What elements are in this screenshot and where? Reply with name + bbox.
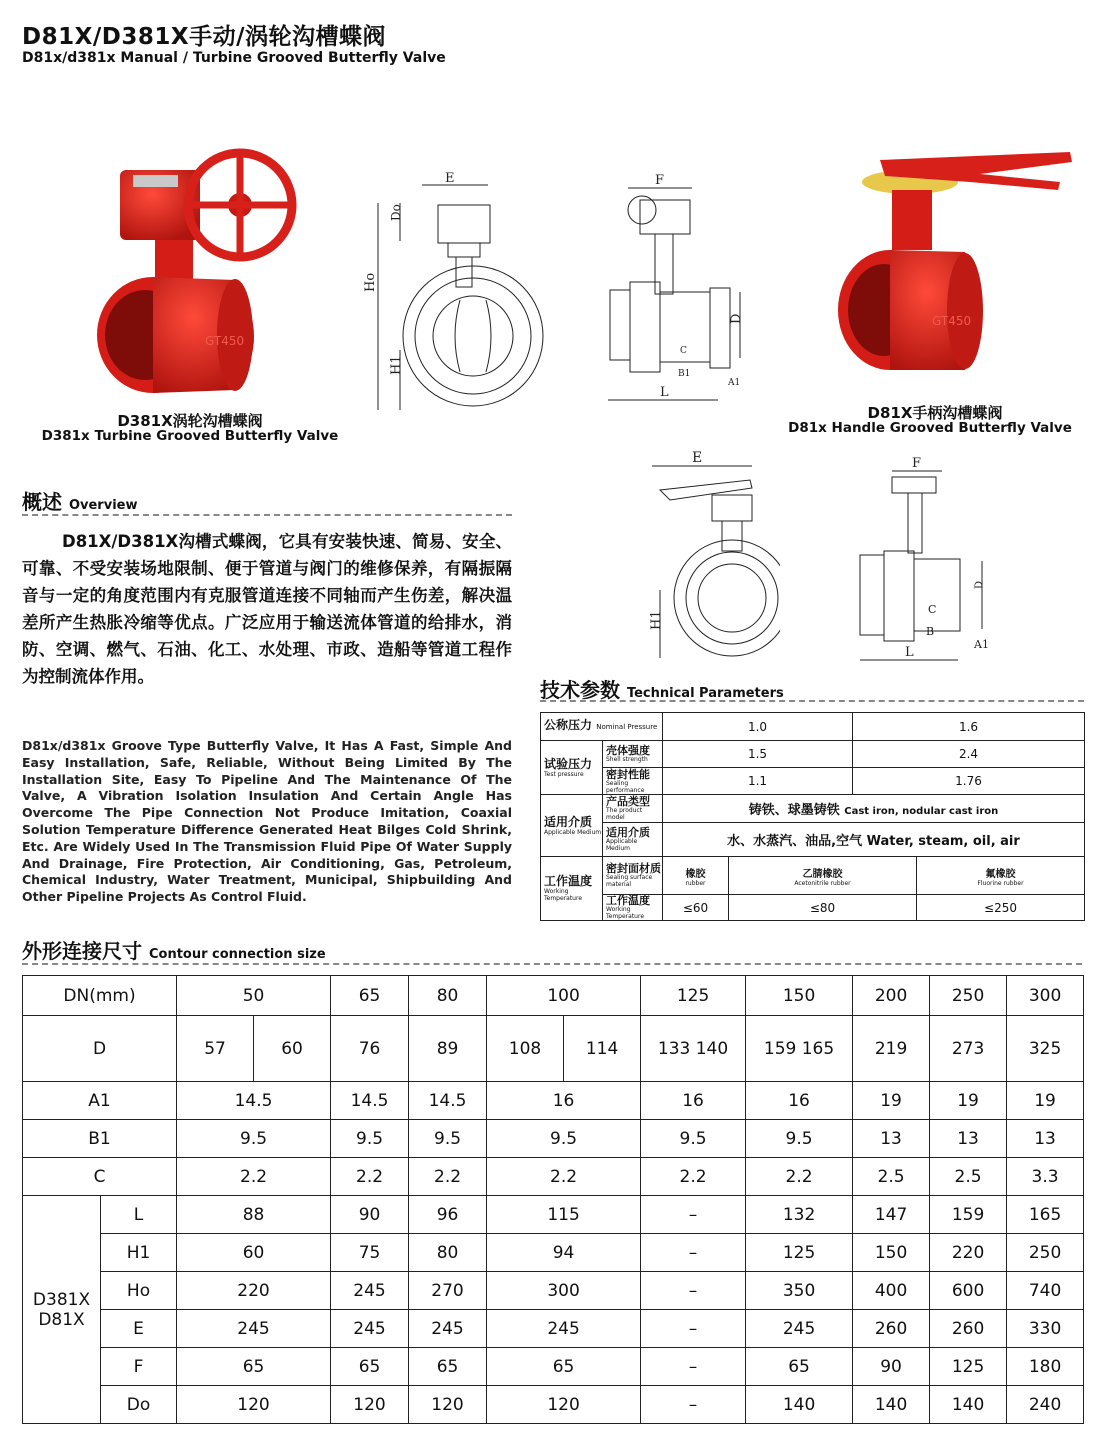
a1-cell: 16 <box>487 1082 641 1120</box>
a1-cell: 16 <box>746 1082 853 1120</box>
c-cell: 2.5 <box>930 1158 1007 1196</box>
turbine-side-drawing <box>600 170 750 415</box>
do-cell: 120 <box>331 1386 409 1424</box>
handle-front-drawing <box>640 450 780 665</box>
l-cell: 132 <box>746 1196 853 1234</box>
a1-cell: 14.5 <box>331 1082 409 1120</box>
h1-cell: 125 <box>746 1234 853 1272</box>
do-cell: 120 <box>177 1386 331 1424</box>
d-cell: 133 140 <box>641 1016 746 1082</box>
do-cell: 140 <box>853 1386 930 1424</box>
b1-cell: 9.5 <box>331 1120 409 1158</box>
dn-cell: 150 <box>746 976 853 1016</box>
do-cell: 240 <box>1007 1386 1084 1424</box>
tech-divider <box>540 700 1084 702</box>
e-cell: 245 <box>177 1310 331 1348</box>
worktemp2-label: 工作温度 Working Temperature <box>603 895 663 921</box>
f-label: F <box>101 1348 177 1386</box>
l-cell: 165 <box>1007 1196 1084 1234</box>
ho-cell: 300 <box>487 1272 641 1310</box>
d-cell: 108 <box>487 1016 564 1082</box>
c-cell: 2.2 <box>177 1158 331 1196</box>
row-a1 <box>23 1082 1084 1120</box>
b1-cell: 9.5 <box>177 1120 331 1158</box>
turbine-caption-cn: D381X涡轮沟槽蝶阀 <box>117 412 263 430</box>
do-cell: 140 <box>930 1386 1007 1424</box>
test-pressure-label: 试验压力 Test pressure <box>541 741 603 795</box>
ho-cell: 245 <box>331 1272 409 1310</box>
d-cell: 219 <box>853 1016 930 1082</box>
temp-fkm: ≤250 <box>917 895 1085 921</box>
ho-cell: 400 <box>853 1272 930 1310</box>
contour-divider <box>22 963 1082 965</box>
contour-heading <box>22 935 326 964</box>
do-cell: 120 <box>487 1386 641 1424</box>
dim-l-label: L <box>660 385 669 400</box>
f-cell: 65 <box>487 1348 641 1386</box>
applicable-label: 适用介质 Applicable Medium <box>603 823 663 857</box>
e-label: E <box>101 1310 177 1348</box>
overview-heading <box>22 486 137 515</box>
dn-cell: 65 <box>331 976 409 1016</box>
a1-cell: 19 <box>930 1082 1007 1120</box>
f-cell: 65 <box>177 1348 331 1386</box>
b1-cell: 13 <box>1007 1120 1084 1158</box>
handle-caption-en: D81x Handle Grooved Butterfly Valve <box>788 420 1072 436</box>
c-cell: 2.2 <box>331 1158 409 1196</box>
b1-cell: 9.5 <box>746 1120 853 1158</box>
c-cell: 2.5 <box>853 1158 930 1196</box>
ho-label: Ho <box>101 1272 177 1310</box>
a1-label: A1 <box>23 1082 177 1120</box>
h1-cell: 220 <box>930 1234 1007 1272</box>
shell-strength-label: 壳体强度 Shell strength <box>603 741 663 768</box>
pn-a: 1.0 <box>663 713 853 741</box>
e-cell: 245 <box>487 1310 641 1348</box>
ho-cell: 270 <box>409 1272 487 1310</box>
d-cell: 114 <box>564 1016 641 1082</box>
overview-divider <box>22 514 512 516</box>
c-cell: 2.2 <box>746 1158 853 1196</box>
l-cell: – <box>641 1196 746 1234</box>
applicable-value: 水、水蒸汽、油品,空气 Water, steam, oil, air <box>663 823 1085 857</box>
a1-cell: 19 <box>1007 1082 1084 1120</box>
ho-cell: – <box>641 1272 746 1310</box>
h1-cell: 250 <box>1007 1234 1084 1272</box>
dim-h1-label: H1 <box>389 355 404 375</box>
turbine-caption-en: D381x Turbine Grooved Butterfly Valve <box>41 428 339 444</box>
dim-f2-label: F <box>912 456 922 471</box>
e-cell: 245 <box>331 1310 409 1348</box>
tech-heading-en: Technical Parameters <box>626 686 784 701</box>
b1-cell: 9.5 <box>641 1120 746 1158</box>
row-c <box>23 1158 1084 1196</box>
contour-heading-en: Contour connection size <box>148 947 326 962</box>
dn-cell: 100 <box>487 976 641 1016</box>
dn-label: DN(mm) <box>23 976 177 1016</box>
l-cell: 96 <box>409 1196 487 1234</box>
h1-cell: 75 <box>331 1234 409 1272</box>
temp-rubber: ≤60 <box>663 895 729 921</box>
f-cell: – <box>641 1348 746 1386</box>
f-cell: 65 <box>331 1348 409 1386</box>
dn-cell: 250 <box>930 976 1007 1016</box>
f-cell: 125 <box>930 1348 1007 1386</box>
dim-b-label: B <box>926 625 935 638</box>
e-cell: 245 <box>746 1310 853 1348</box>
ho-cell: 220 <box>177 1272 331 1310</box>
d-cell: 60 <box>254 1016 331 1082</box>
h1-cell: 94 <box>487 1234 641 1272</box>
c-label: C <box>23 1158 177 1196</box>
e-cell: 245 <box>409 1310 487 1348</box>
f-cell: 65 <box>409 1348 487 1386</box>
temp-nbr: ≤80 <box>729 895 917 921</box>
overview-heading-cn: 概述 <box>22 490 62 514</box>
handle-caption-cn: D81X手柄沟槽蝶阀 <box>867 404 1003 422</box>
c-cell: 2.2 <box>641 1158 746 1196</box>
d-cell: 76 <box>331 1016 409 1082</box>
overview-text-en: D81x/d381x Groove Type Butterfly Valve, It Has A Fast, Simple And Easy Installation, Safe, Reliable, Without Being Limited By The Installation Site, Easy To Pipeline And The Maintenance Of The Valve, A Vibration Isolation Insulation And Certain Angle Has Overcome The Pipe Connection Not Produce Imitation, Coaxial Solution Temperature Difference Generated Heat Bilges Cold Shrink, Etc. Are Widely Used In The Transmission Fluid Pipe Of Water Supply And Drainage, Fire Protection, Air Conditioning, Gas, Petroleum, Chemical Industry, Water Treatment, Municipal, Shipbuilding And Other Pipeline Projects As Control Fluid. <box>22 738 512 905</box>
product-model-value: 铸铁、球墨铸铁 Cast iron, nodular cast iron <box>663 795 1085 823</box>
h1-cell: – <box>641 1234 746 1272</box>
f-cell: 180 <box>1007 1348 1084 1386</box>
ho-cell: 600 <box>930 1272 1007 1310</box>
dim-do-label: Do <box>389 204 403 221</box>
nominal-pressure-label: 公称压力 Nominal Pressure <box>541 713 663 741</box>
row-e <box>23 1310 1084 1348</box>
l-cell: 147 <box>853 1196 930 1234</box>
d-cell: 325 <box>1007 1016 1084 1082</box>
l-cell: 159 <box>930 1196 1007 1234</box>
e-cell: – <box>641 1310 746 1348</box>
d-cell: 57 <box>177 1016 254 1082</box>
c-cell: 2.2 <box>487 1158 641 1196</box>
dimension-table <box>22 975 1084 1424</box>
fkm-cell: 氟橡胶 Fluorine rubber <box>917 857 1085 895</box>
turbine-front-drawing <box>360 165 560 415</box>
dim-h1b-label: H1 <box>649 610 664 630</box>
l-cell: 88 <box>177 1196 331 1234</box>
do-cell: – <box>641 1386 746 1424</box>
dim-d-label: D <box>729 313 744 324</box>
dn-cell: 300 <box>1007 976 1084 1016</box>
worktemp-label: 工作温度 Working Temperature <box>541 857 603 921</box>
tech-heading-cn: 技术参数 <box>540 678 620 702</box>
model-label: D381X D81X <box>23 1196 101 1424</box>
dim-a1-label: A1 <box>728 378 741 388</box>
b1-cell: 9.5 <box>487 1120 641 1158</box>
d-label: D <box>23 1016 177 1082</box>
contour-heading-cn: 外形连接尺寸 <box>22 939 142 963</box>
e-cell: 330 <box>1007 1310 1084 1348</box>
do-cell: 120 <box>409 1386 487 1424</box>
b1-label: B1 <box>23 1120 177 1158</box>
row-f <box>23 1348 1084 1386</box>
do-cell: 140 <box>746 1386 853 1424</box>
dim-ho-label: Ho <box>363 272 378 292</box>
tech-table <box>540 712 1085 921</box>
seal-material-label: 密封面材质 Sealing surface material <box>603 857 663 895</box>
dn-cell: 50 <box>177 976 331 1016</box>
turbine-body-text: GT450 <box>205 334 245 348</box>
overview-heading-en: Overview <box>68 498 138 513</box>
dim-e-label: E <box>445 171 455 186</box>
h1-label: H1 <box>101 1234 177 1272</box>
dim-c-label: C <box>680 346 687 356</box>
overview-text-cn: D81X/D381X沟槽式蝶阀，它具有安装快速、简易、安全、可靠、不受安装场地限制、便于管道与阀门的维修保养，有隔振隔音与一定的角度范围内有克服管道连接不同轴而产生伤差，解决温差所产生热胀冷缩等优点。广泛应用于输送流体管道的给排水，消防、空调、燃气、石油、化工、水处理、市政、造船等管道工程作为控制流体作用。 <box>22 532 512 686</box>
shell-a: 1.5 <box>663 741 853 768</box>
page-title: D81X/D381X手动/涡轮沟槽蝶阀 <box>22 24 386 50</box>
a1-cell: 14.5 <box>177 1082 331 1120</box>
l-cell: 90 <box>331 1196 409 1234</box>
a1-cell: 14.5 <box>409 1082 487 1120</box>
sealing-label: 密封性能 Sealing performance <box>603 768 663 795</box>
a1-cell: 16 <box>641 1082 746 1120</box>
do-label: Do <box>101 1386 177 1424</box>
page-subtitle: D81x/d381x Manual / Turbine Grooved Butterfly Valve <box>22 50 446 66</box>
dim-f-label: F <box>655 173 665 188</box>
c-cell: 2.2 <box>409 1158 487 1196</box>
rubber-cell: 橡胶 rubber <box>663 857 729 895</box>
row-d <box>23 1016 1084 1082</box>
ho-cell: 740 <box>1007 1272 1084 1310</box>
b1-cell: 13 <box>930 1120 1007 1158</box>
c-cell: 3.3 <box>1007 1158 1084 1196</box>
ho-cell: 350 <box>746 1272 853 1310</box>
a1-cell: 19 <box>853 1082 930 1120</box>
dn-cell: 125 <box>641 976 746 1016</box>
b1-cell: 9.5 <box>409 1120 487 1158</box>
handle-side-drawing <box>850 455 1010 670</box>
seal-b: 1.76 <box>853 768 1085 795</box>
f-cell: 90 <box>853 1348 930 1386</box>
pn-b: 1.6 <box>853 713 1085 741</box>
row-ho <box>23 1272 1084 1310</box>
row-b1 <box>23 1120 1084 1158</box>
handle-valve-photo <box>830 140 1080 390</box>
e-cell: 260 <box>853 1310 930 1348</box>
dim-b1-label: B1 <box>678 369 691 379</box>
e-cell: 260 <box>930 1310 1007 1348</box>
row-h1 <box>23 1234 1084 1272</box>
dn-cell: 80 <box>409 976 487 1016</box>
medium-label: 适用介质 Applicable Medium <box>541 795 603 857</box>
dim-l2-label: L <box>905 645 914 660</box>
handle-body-text: GT450 <box>932 314 972 328</box>
d-cell: 273 <box>930 1016 1007 1082</box>
h1-cell: 150 <box>853 1234 930 1272</box>
row-do <box>23 1386 1084 1424</box>
d-cell: 89 <box>409 1016 487 1082</box>
dim-e2-label: E <box>692 450 703 466</box>
f-cell: 65 <box>746 1348 853 1386</box>
dim-c2-label: C <box>928 603 937 616</box>
l-label: L <box>101 1196 177 1234</box>
b1-cell: 13 <box>853 1120 930 1158</box>
l-cell: 115 <box>487 1196 641 1234</box>
nbr-cell: 乙腈橡胶 Acetonitrile rubber <box>729 857 917 895</box>
d-cell: 159 165 <box>746 1016 853 1082</box>
dn-cell: 200 <box>853 976 930 1016</box>
dim-a1b-label: A1 <box>974 638 989 651</box>
dim-d2-label: D <box>974 580 985 589</box>
turbine-valve-photo <box>85 140 315 400</box>
shell-b: 2.4 <box>853 741 1085 768</box>
seal-a: 1.1 <box>663 768 853 795</box>
product-model-label: 产品类型 The product model <box>603 795 663 823</box>
tech-heading <box>540 674 784 703</box>
row-l <box>23 1196 1084 1234</box>
h1-cell: 60 <box>177 1234 331 1272</box>
h1-cell: 80 <box>409 1234 487 1272</box>
